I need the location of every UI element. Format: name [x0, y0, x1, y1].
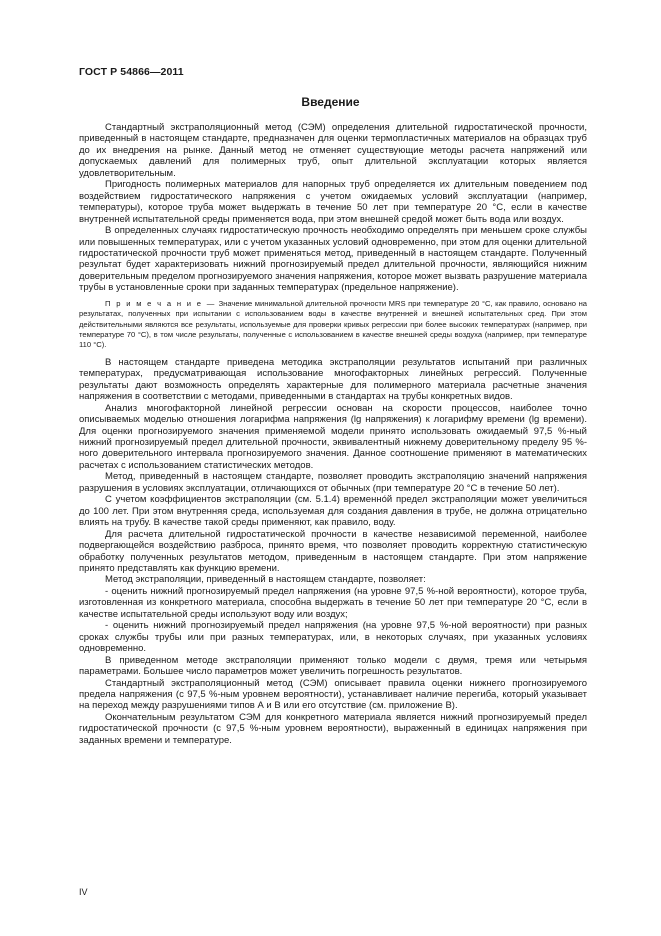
- paragraph: В определенных случаях гидростатическую прочность необходимо определять при меньшем сроке службы или повышенных температурах, или с учетом указанных условий одновременно, при этом для оценки длительной гидростатической прочности труб может применяться метод, приведенный в настоящем стандарте. Полученный результат будет характеризовать нижний прогнозируемый предел длительной прочности, являющийся нижним доверительным пределом прогнозируемого значения напряжения, которое может вызвать разрушение материала трубы в установленные сроки при заданных температурах (предельное напряжение).: [79, 225, 587, 294]
- paragraph: Стандартный экстраполяционный метод (СЭМ) описывает правила оценки нижнего прогнозируемого предела напряжения (с 97,5 %-ным уровнем вероятности), устанавливает наличие перегиба, который указывает на переход между разрушениями типов А и В или его отсутствие (см. приложение В).: [79, 677, 587, 712]
- paragraph: Стандартный экстраполяционный метод (СЭМ) определения длительной гидростатической прочности, приведенный в настоящем стандарте, предназначен для оценки термопластичных материалов на образцах труб до их внедрения на рынке. Данный метод не отменяет существующие методы расчета напряжений или допускаемых давлений для полимерных труб, опыт длительной эксплуатации которых является удовлетворительным.: [79, 122, 587, 179]
- paragraph: Окончательным результатом СЭМ для конкретного материала является нижний прогнозируемый предел гидростатической прочности (с 97,5 %-ным уровнем вероятности), выраженный в единицах напряжения при заданных времени и температуре.: [79, 711, 587, 746]
- paragraph: Для расчета длительной гидростатической прочности в качестве независимой переменной, наиболее подвергающейся воздействию разброса, принято время, что позволяет проводить корректную статистическую обработку полученных результатов методом, приведенным в настоящем стандарте. При этом напряжение принято представлять как функцию времени.: [79, 528, 587, 574]
- note-lead: П р и м е ч а н и е —: [105, 298, 216, 308]
- paragraph: Анализ многофакторной линейной регрессии основан на скорости процессов, наиболее точно описываемых моделью отношения логарифма напряжения (lg напряжения) к логарифму времени (lg времени). Для оценки прогнозируемого значения применяемой модели принято использовать ожидаемый 97,5 %-ный нижний прогнозируемый предел длительной прочности, эквивалентный нижнему доверительному пределу 95 %-ного доверительного интервала прогнозируемого значения. Данное соотношение применяют в математических расчетах с использованием статистических методов.: [79, 402, 587, 471]
- paragraph: Пригодность полимерных материалов для напорных труб определяется их длительным поведением под воздействием гидростатического напряжения с учетом ожидаемых условий эксплуатации (например, температуры), которое труба может выдержать в течение 50 лет при температуре 20 °С, если в качестве внутренней испытательной среды применяется вода, при этом внешней средой может быть вода или воздух.: [79, 179, 587, 225]
- page-number: IV: [79, 887, 88, 897]
- paragraph: В приведенном методе экстраполяции применяют только модели с двумя, тремя или четырьмя параметрами. Большее число параметров может увеличить погрешность результатов.: [79, 654, 587, 678]
- standard-header: ГОСТ Р 54866—2011: [79, 66, 184, 78]
- paragraph: Метод экстраполяции, приведенный в настоящем стандарте, позволяет:: [105, 574, 426, 586]
- paragraph: С учетом коэффициентов экстраполяции (см. 5.1.4) временнóй предел экстраполяции может увеличиться до 100 лет. При этом внутренняя среда, используемая для создания давления в трубе, не должна отрицательно влиять на трубу. В качестве такой среды применяют, как правило, воду.: [79, 494, 587, 529]
- paragraph: В настоящем стандарте приведена методика экстраполяции результатов испытаний при различных температурах, предусматривающая использование многофакторных линейных регрессий. Полученные результаты дают возможность определять характерные для полимерного материала расчетные значения напряжения в соответствии с методами, приведенными в стандартах на трубы конкретных видов.: [79, 356, 587, 403]
- list-item: - оценить нижний прогнозируемый предел напряжения (на уровне 97,5 %-ной вероятности), которое труба, изготовленная из конкретного материала, способна выдержать в течение 50 лет при температуре 20 °С, если в качестве испытательной среды используют воду или воздух;: [79, 585, 587, 620]
- list-item: - оценить нижний прогнозируемый предел напряжения (на уровне 97,5 %-ной вероятности) при разных сроках службы трубы или при разных температурах, или, в некоторых случаях, при указанных условиях одновременно.: [79, 620, 587, 655]
- paragraph: Метод, приведенный в настоящем стандарте, позволяет проводить экстраполяцию значений напряжения разрушения в условиях эксплуатации, отличающихся от обычных (при температуре 20 °С в течение 50 лет).: [79, 471, 587, 494]
- note: [79, 299, 587, 351]
- document-body: [79, 122, 587, 746]
- note-text: Значение минимальной длительной прочности MRS при температуре 20 °С, как правило, основано на результатах, полученных при испытании с использованием воды в качестве внутренней и внешней испытательных сред. При этом действительными являются все результаты, используемые для проверки кривых регрессии при более высоких температурах (например, при температуре 70 °С), в том числе результаты, полученные с использованием в качестве внешней среды воздуха (например, при температуре 110 °С).: [79, 298, 587, 350]
- section-title: Введение: [301, 95, 360, 109]
